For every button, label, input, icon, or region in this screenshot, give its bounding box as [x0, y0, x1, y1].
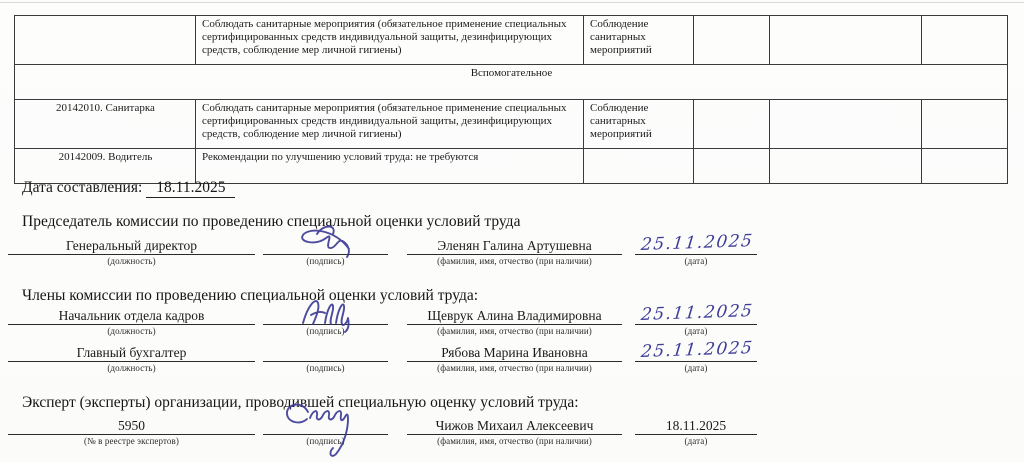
- signature-field-label: (подпись): [306, 256, 345, 266]
- member-date-handwritten: 25.11.2025: [639, 337, 755, 362]
- empty-cell: [922, 16, 1008, 65]
- scan-artifact-line: [0, 2, 1024, 3]
- member-position: Главный бухгалтер: [76, 345, 187, 360]
- signature-field-label: (подпись): [306, 436, 345, 446]
- position-field: [8, 234, 255, 266]
- date-field-label: (дата): [684, 256, 708, 266]
- measure-cell: Соблюдение санитарных мероприятий: [584, 100, 694, 149]
- full-name-field-label: (фамилия, имя, отчество (при наличии): [437, 436, 592, 446]
- member-full-name: Рябова Марина Ивановна: [441, 345, 588, 360]
- date-field-label: (дата): [684, 436, 708, 446]
- member-full-name: Щеврук Алина Владимировна: [427, 308, 602, 323]
- signature-field-label: (подпись): [306, 363, 345, 373]
- measure-cell: [584, 149, 694, 184]
- expert-date: 18.11.2025: [665, 418, 727, 433]
- empty-cell: [770, 16, 922, 65]
- table-row: [15, 100, 1008, 149]
- composition-date-value: 18.11.2025: [146, 179, 235, 198]
- signature-field: [263, 234, 388, 266]
- empty-cell: [770, 149, 922, 184]
- section-label-cell: Вспомогательное: [15, 65, 1008, 100]
- signature-field-label: (подпись): [306, 326, 345, 336]
- date-field: [635, 300, 757, 336]
- full-name-field-label: (фамилия, имя, отчество (при наличии): [437, 363, 592, 373]
- empty-cell: [770, 100, 922, 149]
- expert-section-title: Эксперт (эксперты) организации, проводившей специальную оценку условий труда:: [22, 394, 579, 411]
- full-name-field: [407, 234, 622, 266]
- position-field-label: (должность): [107, 326, 156, 336]
- registry-number-field: [8, 414, 255, 446]
- chairman-section-title: Председатель комиссии по проведению специальной оценки условий труда: [22, 213, 521, 230]
- date-field-label: (дата): [684, 363, 708, 373]
- signature-field: [263, 341, 388, 373]
- full-name-field: [407, 304, 622, 336]
- position-field: [8, 304, 255, 336]
- member-signature-row: [0, 300, 1024, 338]
- chairman-position: Генеральный директор: [65, 238, 198, 253]
- signature-field: [263, 414, 388, 446]
- recommendations-table: [14, 15, 1008, 184]
- full-name-field: [407, 414, 622, 446]
- position-cell: [15, 16, 196, 65]
- recommendation-cell: Рекомендации по улучшению условий труда: не требуются: [196, 149, 584, 184]
- composition-date-line: [22, 179, 235, 197]
- position-cell: 20142010. Санитарка: [15, 100, 196, 149]
- date-field: [635, 230, 757, 266]
- empty-cell: [922, 149, 1008, 184]
- date-field: [635, 414, 757, 446]
- date-field-label: (дата): [684, 326, 708, 336]
- member-position: Начальник отдела кадров: [58, 308, 205, 323]
- member-signature-row: [0, 337, 1024, 375]
- position-field-label: (должность): [107, 363, 156, 373]
- chairman-full-name: Эленян Галина Артушевна: [437, 238, 592, 253]
- table-row: [15, 16, 1008, 65]
- empty-cell: [922, 100, 1008, 149]
- member-date-handwritten: 25.11.2025: [639, 300, 755, 325]
- table-section-row: [15, 65, 1008, 100]
- measure-cell: Соблюдение санитарных мероприятий: [584, 16, 694, 65]
- full-name-field-label: (фамилия, имя, отчество (при наличии): [437, 256, 592, 266]
- chairman-date-handwritten: 25.11.2025: [639, 230, 755, 255]
- position-field-label: (должность): [107, 256, 156, 266]
- expert-registry-number: 5950: [118, 418, 145, 433]
- full-name-field-label: (фамилия, имя, отчество (при наличии): [437, 326, 592, 336]
- composition-date-label: Дата составления:: [22, 179, 143, 196]
- position-field: [8, 341, 255, 373]
- expert-signature-row: [0, 414, 1024, 448]
- full-name-field: [407, 341, 622, 373]
- position-cell: 20142009. Водитель: [15, 149, 196, 184]
- empty-cell: [694, 149, 770, 184]
- recommendation-cell: Соблюдать санитарные мероприятия (обязательное применение специальных сертифицированных средств индивидуальной защиты, дезинфицирующих средств, соблюдение мер личной гигиены): [196, 100, 584, 149]
- date-field: [635, 337, 757, 373]
- members-section-title: Члены комиссии по проведению специальной оценки условий труда:: [22, 287, 479, 304]
- expert-full-name: Чижов Михаил Алексеевич: [435, 418, 594, 433]
- chairman-signature-row: [0, 230, 1024, 268]
- recommendation-cell: Соблюдать санитарные мероприятия (обязательное применение специальных сертифицированных средств индивидуальной защиты, дезинфицирующих средств, соблюдение мер личной гигиены): [196, 16, 584, 65]
- empty-cell: [694, 100, 770, 149]
- registry-field-label: (№ в реестре экспертов): [84, 436, 179, 446]
- empty-cell: [694, 16, 770, 65]
- signature-field: [263, 304, 388, 336]
